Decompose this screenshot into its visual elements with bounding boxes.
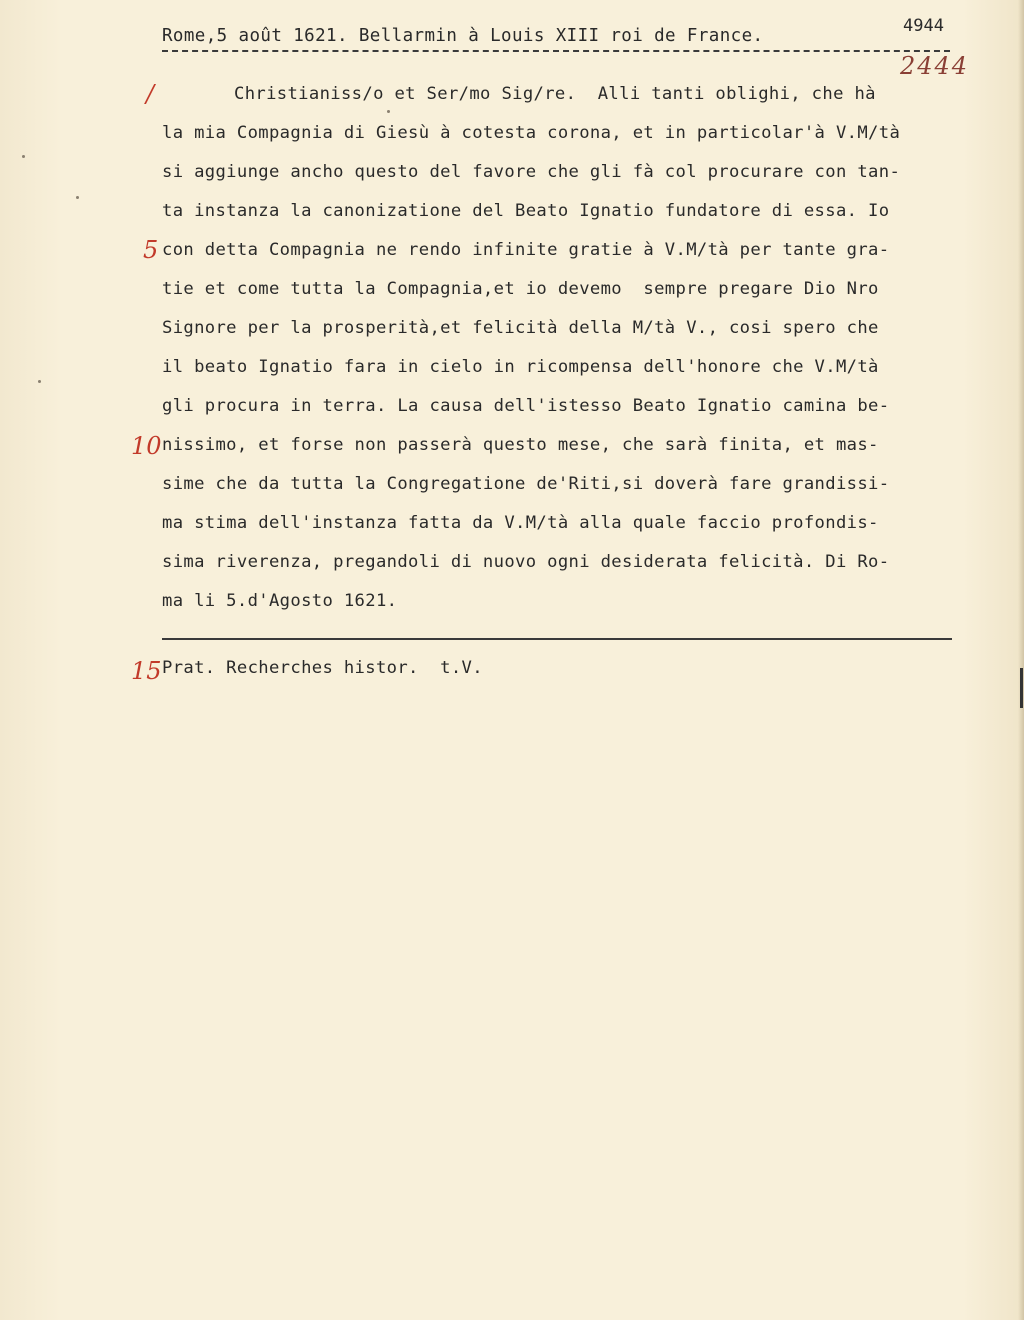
body-line-13: sima riverenza, pregandoli di nuovo ogni desiderata felicità. Di Ro- [162, 552, 890, 572]
body-line-8: il beato Ignatio fara in cielo in ricompensa dell'honore che V.M/tà [162, 357, 879, 377]
body-line-6: tie et come tutta la Compagnia,et io devemo sempre pregare Dio Nro [162, 279, 879, 299]
document-heading: Rome,5 août 1621. Bellarmin à Louis XIII roi de France. [162, 26, 764, 46]
paper-speck [76, 196, 79, 199]
body-line-2: la mia Compagnia di Giesù à cotesta corona, et in particolar'à V.M/tà [162, 123, 901, 143]
body-line-5: con detta Compagnia ne rendo infinite gratie à V.M/tà per tante gra- [162, 240, 890, 260]
body-line-7: Signore per la prosperità,et felicità della M/tà V., cosi spero che [162, 318, 879, 338]
document-number: 4944 [903, 16, 944, 36]
footnote-source: Prat. Recherches histor. t.V. [162, 658, 483, 678]
body-line-4: ta instanza la canonizatione del Beato Ignatio fundatore di essa. Io [162, 201, 890, 221]
body-line-3: si aggiunge ancho questo del favore che gli fà col procurare con tan- [162, 162, 901, 182]
body-line-12: ma stima dell'instanza fatta da V.M/tà alla quale faccio profondis- [162, 513, 879, 533]
letter-body [162, 80, 992, 626]
body-line-10: nissimo, et forse non passerà questo mese, che sarà finita, et mas- [162, 435, 879, 455]
handwritten-archive-number: 2444 [900, 52, 970, 80]
margin-line-marker-5: 5 [143, 236, 159, 264]
body-line-9: gli procura in terra. La causa dell'istesso Beato Ignatio camina be- [162, 396, 890, 416]
page-right-edge [1018, 0, 1024, 1320]
paper-speck [387, 110, 390, 113]
margin-line-marker-1: / [146, 80, 155, 108]
body-line-11: sime che da tutta la Congregatione de'Riti,si doverà fare grandissi- [162, 474, 890, 494]
paper-speck [22, 155, 25, 158]
paper-speck [38, 380, 41, 383]
page-edge-mark [1020, 668, 1023, 708]
margin-line-marker-10: 10 [131, 432, 162, 460]
body-line-1: Christianiss/o et Ser/mo Sig/re. Alli tanti oblighi, che hà [234, 84, 876, 104]
margin-line-marker-15: 15 [131, 657, 162, 685]
heading-dashed-rule [162, 50, 950, 52]
body-line-14: ma li 5.d'Agosto 1621. [162, 591, 398, 611]
footnote-rule [162, 638, 952, 640]
